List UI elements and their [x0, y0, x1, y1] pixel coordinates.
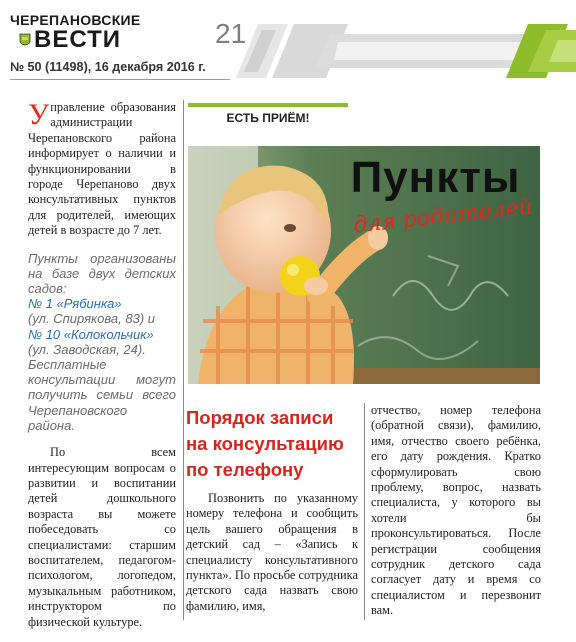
kindergartens-intro: Пункты организованы на базе двух детских садов:: [28, 250, 176, 297]
photo-subtitle: для родителей: [352, 194, 534, 239]
column-divider-left: [183, 100, 184, 620]
kindergarten-10-address: (ул. Заводская, 24).: [28, 341, 146, 357]
page-number: 21: [215, 18, 247, 49]
lead-text: правление образования администрации Черепановского района информирует о наличии и функционировании в городе Черепаново двух консультативных пунктов для родителей, имеющих детей в возрасте до 7 лет.: [28, 100, 176, 238]
header-chevron-decoration: [228, 20, 576, 82]
kindergarten-10-number: № 10: [28, 326, 61, 342]
photo-title: Пункты: [350, 153, 521, 202]
article-photo: [188, 146, 540, 384]
kindergarten-10-name: «Колокольчик»: [63, 326, 154, 342]
newspaper-logo-line1: ЧЕРЕПАНОВСКИЕ: [10, 12, 141, 28]
kindergarten-1-address: (ул. Спирякова, 83) и: [28, 311, 155, 327]
section-title: Порядок записи на консультацию по телефону: [186, 407, 344, 480]
drop-cap: У: [28, 98, 50, 131]
kindergarten-1-name: «Рябинка»: [56, 296, 122, 312]
column-divider-right: [364, 403, 365, 620]
rubric-label: ЕСТЬ ПРИЁМ!: [226, 111, 310, 125]
newspaper-logo-line2: ВЕСТИ: [34, 26, 121, 53]
kindergarten-1-number: № 1: [28, 296, 53, 312]
lead-paragraph: [28, 100, 176, 239]
kindergartens-info: [28, 251, 176, 357]
left-column: [28, 100, 176, 630]
issue-line: № 50 (11498), 16 декабря 2016 г.: [10, 60, 206, 74]
middle-column-text: Позвонить по указанному номеру телефона и сообщить цель вашего обращения в детский сад – «Запись к специалисту консультативного пункта». По просьбе сотрудника детского сада назвать свою фамилию, имя,: [186, 491, 358, 613]
free-consultations-note: Бесплатные консультации могут получить семьи всего Черепановского района.: [28, 357, 176, 433]
header-divider: [10, 79, 230, 80]
right-column-text: отчество, номер телефона (обратной связи), фамилию, имя, отчество своего ребёнка, его дату рождения. Кратко сформулировать свою проблему, вопрос, назвать специалиста, у которого вы хотели бы проконсультироваться. После регистрации сообщения сотрудник детского сада согласует дату и время со специалистом и перезвонит вам.: [371, 403, 541, 618]
specialists-paragraph: По всем интересующим вопросам о развитии и воспитании детей дошкольного возраста вы можете побеседовать со специалистами: старшим воспитателем, педагогом-психологом, логопедом, музыкальным работником, инструктором по физической культуре.: [28, 445, 176, 629]
city-emblem-icon: [19, 33, 31, 48]
